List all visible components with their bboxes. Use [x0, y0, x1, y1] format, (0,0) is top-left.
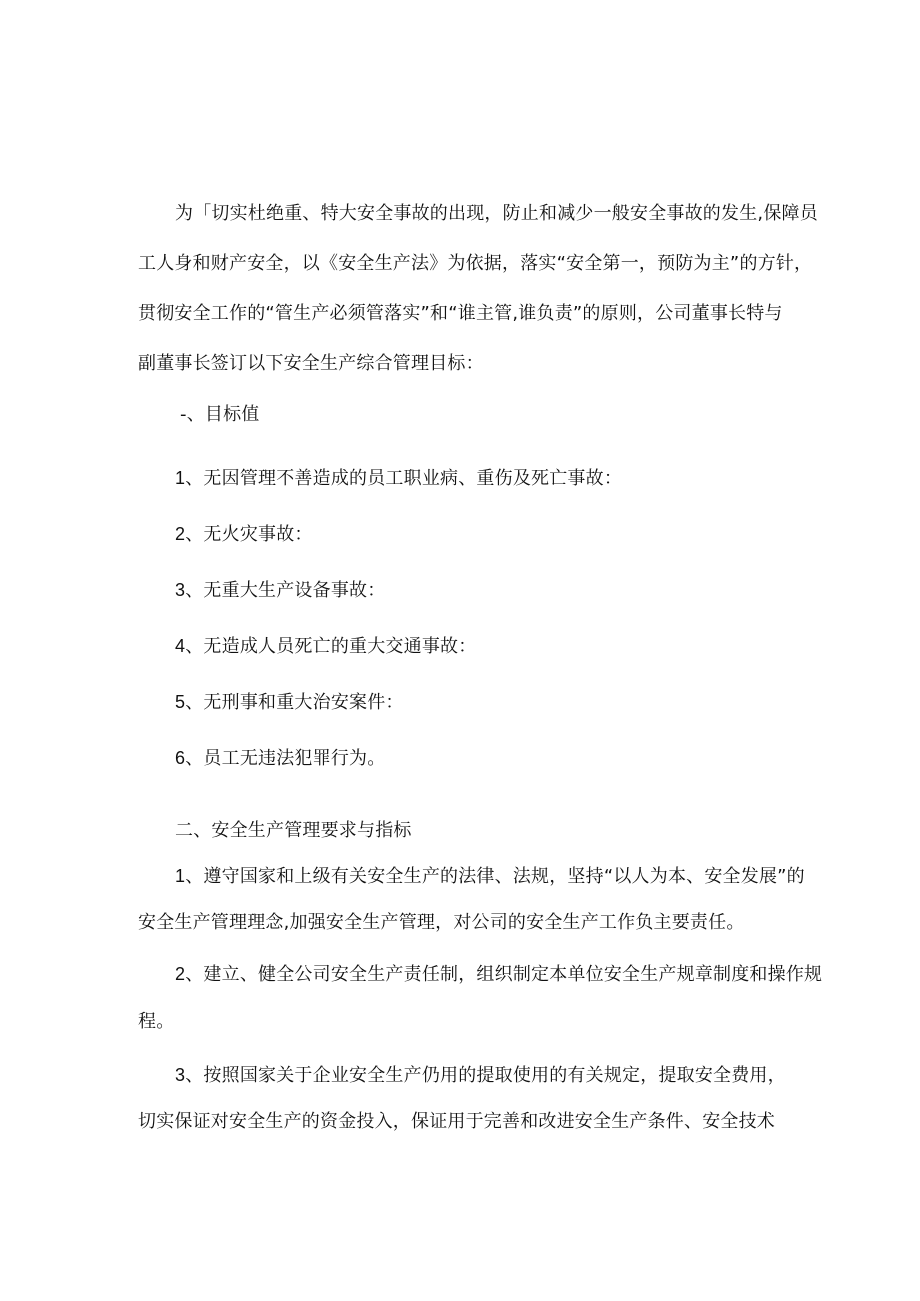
item-text: 、员工无违法犯罪行为。 [185, 748, 386, 769]
paragraph-3-line-2: 切实保证对安全生产的资金投入，保证用于完善和改进安全生产条件、安全技术 [138, 1111, 775, 1132]
paragraph-3-line-1 [175, 1063, 825, 1088]
intro-line-2: 工人身和财产安全，以《安全生产法》为依据，落实“安全第一，预防为主”的方针， [138, 253, 813, 274]
list-item [175, 746, 825, 771]
list-item [175, 466, 825, 491]
item-text: 、遵守国家和上级有关安全生产的法律、法规，坚持“以人为本、安全发展”的 [185, 866, 805, 887]
list-item [175, 634, 825, 659]
list-item [175, 690, 825, 715]
intro-line-3: 贯彻安全工作的“管生产必须管落实”和“谁主管,谁负责”的原则，公司董事长特与 [138, 303, 783, 324]
item-text: 、无因管理不善造成的员工职业病、重伤及死亡事故： [185, 468, 623, 489]
paragraph-1-line-2: 安全生产管理理念,加强安全生产管理，对公司的安全生产工作负主要责任。 [138, 912, 745, 933]
paragraph-2-line-1 [175, 962, 825, 987]
item-number: 5 [175, 692, 186, 712]
item-text: 、无重大生产设备事故： [185, 580, 386, 601]
item-text: 、无火灾事故： [185, 524, 313, 545]
item-text: 、无刑事和重大治安案件： [185, 692, 404, 713]
list-item [175, 578, 825, 603]
item-number: 1 [175, 866, 186, 886]
list-item [175, 522, 825, 547]
item-number: 3 [175, 1065, 186, 1085]
intro-line-4: 副董事长签订以下安全生产综合管理目标： [138, 353, 484, 374]
section-2-heading: 二、安全生产管理要求与指标 [175, 820, 412, 841]
paragraph-2-line-2: 程。 [138, 1011, 175, 1032]
paragraph-1-line-1 [175, 864, 825, 889]
item-text: 、按照国家关于企业安全生产仍用的提取使用的有关规定，提取安全费用， [185, 1065, 786, 1086]
item-number: 3 [175, 580, 186, 600]
section-1-heading: -、目标值 [180, 404, 260, 425]
intro-line-1: 为「切实杜绝重、特大安全事故的出现，防止和减少一般安全事故的发生,保障员 [175, 203, 818, 224]
item-number: 2 [175, 964, 186, 984]
item-number: 2 [175, 524, 186, 544]
item-number: 4 [175, 636, 186, 656]
item-number: 6 [175, 748, 186, 768]
item-number: 1 [175, 468, 186, 488]
item-text: 、无造成人员死亡的重大交通事故： [185, 636, 477, 657]
item-text: 、建立、健全公司安全生产责任制，组织制定本单位安全生产规章制度和操作规 [185, 964, 823, 985]
